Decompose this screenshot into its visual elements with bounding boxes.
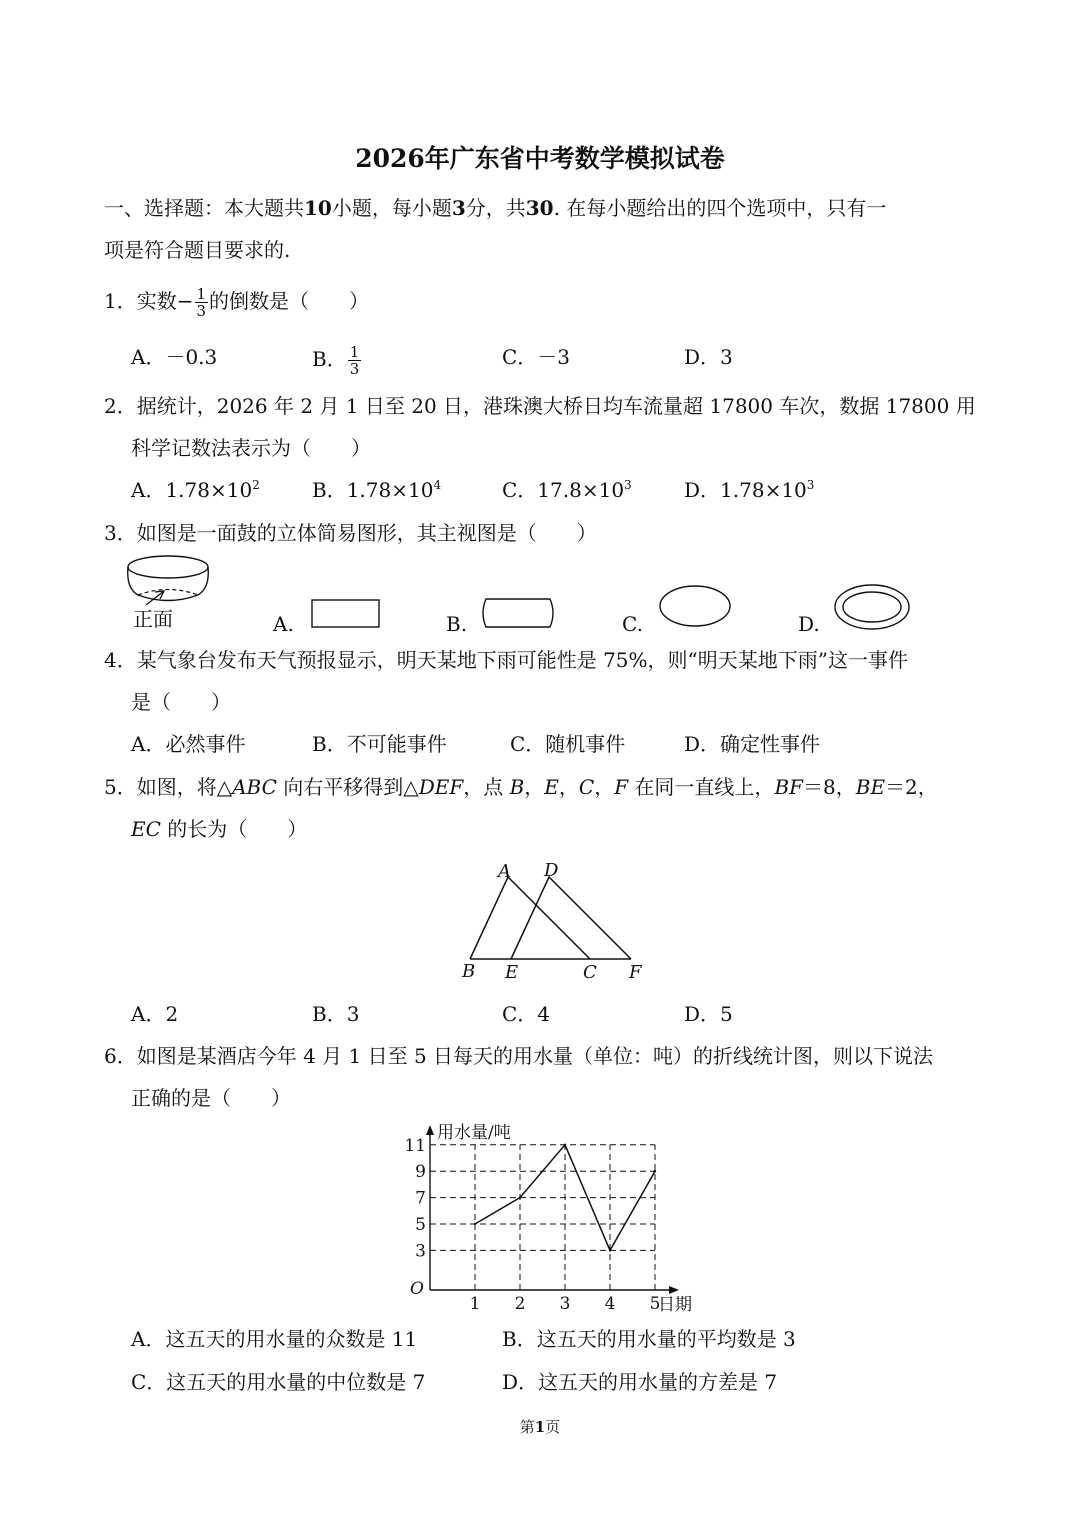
drum-top xyxy=(128,556,208,578)
question-text: 实数− xyxy=(136,289,194,313)
question-text: ＝8， xyxy=(803,775,856,799)
exponent: 4 xyxy=(433,478,442,492)
question-number: 1． xyxy=(104,289,137,313)
label-b: B xyxy=(462,961,476,982)
option-text: A．1.78×10 xyxy=(131,478,253,502)
y-tick-labels xyxy=(404,1136,426,1262)
q5-option-b: B．3 xyxy=(312,1002,360,1026)
section-count: 10 xyxy=(304,196,332,220)
option-text: D．1.78×10 xyxy=(684,478,807,502)
label-c: C xyxy=(583,962,597,983)
option-c-ellipse xyxy=(660,586,730,626)
option-d-inner-ellipse xyxy=(843,592,901,622)
question-4-line1: 4．某气象台发布天气预报显示，明天某地下雨可能性是 75%，则“明天某地下雨”这一事件 xyxy=(104,648,908,672)
drum-left-side xyxy=(128,567,138,595)
x-axis-label: 日期 xyxy=(658,1295,692,1315)
water-usage-line-chart xyxy=(400,1118,710,1318)
question-text: 的长为（ ） xyxy=(160,817,308,841)
q6-option-a: A．这五天的用水量的众数是 11 xyxy=(131,1327,418,1351)
label-a: A xyxy=(498,861,511,882)
question-text: 向右平移得到△ xyxy=(276,775,419,799)
q5-option-d: D．5 xyxy=(684,1002,733,1026)
x-tick-label: 2 xyxy=(514,1294,526,1314)
fraction-numerator: 1 xyxy=(349,343,360,361)
y-tick-label: 11 xyxy=(404,1135,426,1156)
data-point xyxy=(519,1196,521,1198)
question-6-line1: 6．如图是某酒店今年 4 月 1 日至 5 日每天的用水量（单位：吨）的折线统计图，则以下说法 xyxy=(104,1044,934,1068)
section-text: 分，共 xyxy=(465,196,526,220)
page-prefix: 第 xyxy=(519,1418,535,1436)
y-axis-label: 用水量/吨 xyxy=(437,1123,511,1143)
x-tick-label: 3 xyxy=(559,1294,571,1314)
section-text: 小题，每小题 xyxy=(331,196,452,220)
triangle-name: DEF xyxy=(418,775,464,799)
y-axis-arrow-icon xyxy=(426,1125,434,1135)
y-tick-label: 5 xyxy=(415,1215,426,1235)
chart-axes xyxy=(426,1125,679,1294)
x-tick-labels xyxy=(470,1294,661,1314)
point-name: F xyxy=(614,775,629,799)
segment-name: BF xyxy=(774,775,804,799)
q3-figures xyxy=(0,0,1080,660)
section-points: 3 xyxy=(451,196,466,220)
question-2-line2: 科学记数法表示为（ ） xyxy=(131,436,371,460)
q4-option-c: C．随机事件 xyxy=(510,732,626,756)
page-num: 1 xyxy=(534,1418,546,1436)
point-name: B xyxy=(509,775,525,799)
drum-right-side xyxy=(198,567,208,595)
q1-option-d: D．3 xyxy=(684,345,733,369)
option-a-rectangle xyxy=(312,600,379,627)
label-e: E xyxy=(505,962,519,983)
fraction-denominator: 3 xyxy=(196,302,207,320)
question-text: 的倒数是（ ） xyxy=(209,289,370,313)
option-text: C．17.8×10 xyxy=(502,478,625,502)
y-tick-label: 3 xyxy=(415,1241,426,1262)
point-name: C xyxy=(578,775,595,799)
label-d: D xyxy=(544,860,559,881)
x-axis-arrow-icon xyxy=(669,1286,679,1294)
segment-name: EC xyxy=(131,817,161,841)
section-text: 一、选择题：本大题共 xyxy=(104,196,304,220)
x-tick-label: 1 xyxy=(469,1294,481,1314)
q3-option-a: A. xyxy=(273,612,294,636)
q6-option-c: C．这五天的用水量的中位数是 7 xyxy=(131,1370,426,1394)
section-total: 30 xyxy=(525,196,554,220)
q4-option-b: B．不可能事件 xyxy=(312,732,447,756)
question-text: ＝2， xyxy=(885,775,938,799)
triangle-name: ABC xyxy=(232,775,277,799)
exponent: 3 xyxy=(624,478,632,492)
drum-bottom-hidden xyxy=(138,590,198,596)
question-text: ，点 xyxy=(463,775,510,799)
question-2-line1: 2．据统计，2026 年 2 月 1 日至 20 日，港珠澳大桥日均车流量超 17800 车次，数据 17800 用 xyxy=(104,394,976,418)
q4-option-d: D．确定性事件 xyxy=(684,732,821,756)
question-text: 5．如图，将△ xyxy=(104,775,233,799)
q1-option-a: A．－0.3 xyxy=(131,345,218,369)
y-tick-label: 9 xyxy=(415,1162,426,1183)
question-5-line1 xyxy=(104,774,938,800)
question-6-line2: 正确的是（ ） xyxy=(131,1086,291,1110)
q6-option-d: D．这五天的用水量的方差是 7 xyxy=(502,1370,778,1394)
data-point xyxy=(564,1144,566,1146)
front-label: 正面 xyxy=(133,607,173,631)
option-text: B．1.78×10 xyxy=(312,478,434,502)
question-3: 3．如图是一面鼓的立体简易图形，其主视图是（ ） xyxy=(104,521,597,545)
section-text: . 在每小题给出的四个选项中，只有一 xyxy=(553,196,887,220)
q5-option-c: C．4 xyxy=(502,1002,551,1026)
q6-option-b: B．这五天的用水量的平均数是 3 xyxy=(502,1327,796,1351)
drum-bottom xyxy=(138,595,198,601)
q5-option-a: A．2 xyxy=(131,1002,179,1026)
question-text: ， xyxy=(558,775,579,799)
question-text: 在同一直线上， xyxy=(628,775,775,799)
x-tick-label: 5 xyxy=(649,1294,661,1314)
data-point xyxy=(654,1170,656,1172)
x-tick-label: 4 xyxy=(604,1294,616,1314)
question-5-line2 xyxy=(131,816,307,842)
point-name: E xyxy=(544,775,559,799)
option-b-rounded-shape xyxy=(483,599,553,627)
question-4-line2: 是（ ） xyxy=(131,690,231,714)
y-tick-label: 7 xyxy=(415,1188,426,1209)
data-point xyxy=(609,1249,611,1251)
q3-option-c: C. xyxy=(622,612,643,636)
origin-label: O xyxy=(410,1279,424,1299)
triangle-def xyxy=(511,877,631,959)
segment-name: BE xyxy=(855,775,886,799)
fraction-denominator: 3 xyxy=(349,360,360,378)
page-number xyxy=(0,1416,1080,1437)
page-suffix: 页 xyxy=(545,1418,561,1436)
triangle-translation-figure xyxy=(455,855,655,985)
exponent: 2 xyxy=(252,478,260,492)
fraction-numerator: 1 xyxy=(196,285,207,303)
page-title: 2026年广东省中考数学模拟试卷 xyxy=(355,144,725,173)
label-f: F xyxy=(629,962,642,983)
exponent: 3 xyxy=(806,478,815,492)
q1-option-c: C．－3 xyxy=(502,345,571,369)
data-point xyxy=(474,1223,476,1225)
q3-option-b: B. xyxy=(446,612,468,636)
q3-option-d: D. xyxy=(798,612,820,636)
question-text: ， xyxy=(594,775,615,799)
option-label: B． xyxy=(312,347,347,371)
section-heading-line2: 项是符合题目要求的. xyxy=(104,238,291,262)
q4-option-a: A．必然事件 xyxy=(131,732,246,756)
drum-figure xyxy=(128,556,209,605)
question-text: ， xyxy=(524,775,545,799)
chart-grid xyxy=(430,1145,655,1290)
